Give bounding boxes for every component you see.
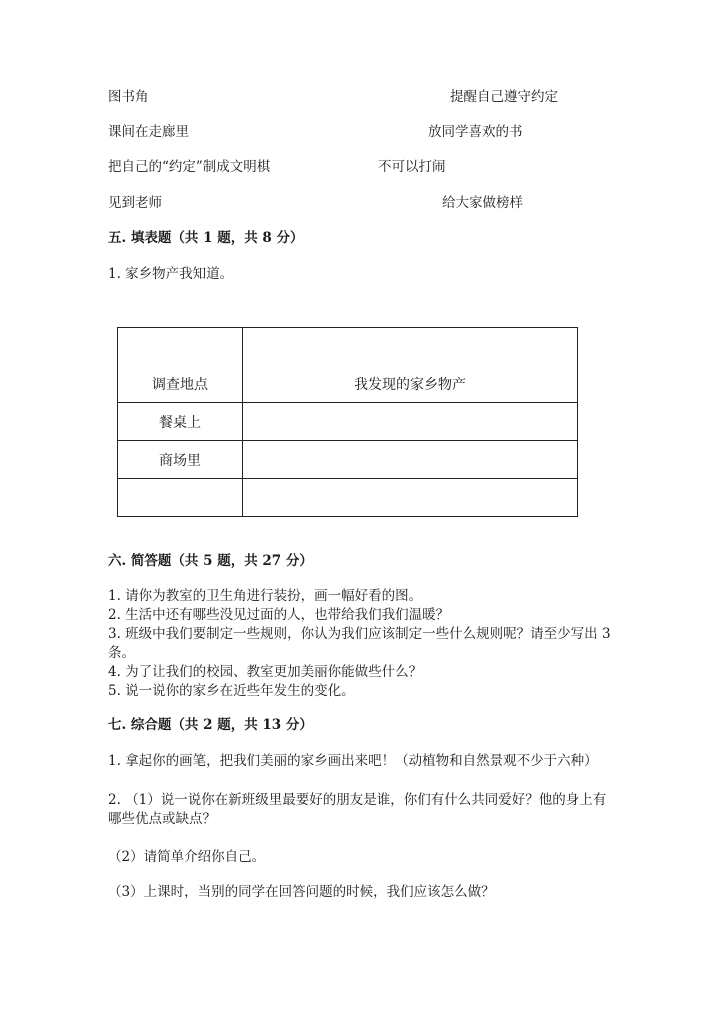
short-answer-question: 4. 为了让我们的校园、教室更加美丽你能做些什么？ bbox=[108, 664, 423, 680]
match-left-item: 图书角 bbox=[108, 89, 149, 105]
section5-title: 五. 填表题（共 1 题，共 8 分） bbox=[108, 230, 304, 246]
cell-location: 餐桌上 bbox=[118, 403, 243, 441]
comprehensive-question: （3）上课时，当别的同学在回答问题的时候，我们应该怎么做？ bbox=[108, 884, 495, 900]
header-products: 我发现的家乡物产 bbox=[243, 328, 578, 403]
short-answer-question: 1. 请你为教室的卫生角进行装扮，画一幅好看的图。 bbox=[108, 588, 423, 604]
comprehensive-question: （2）请简单介绍你自己。 bbox=[108, 849, 266, 865]
cell-products bbox=[243, 479, 578, 517]
table-row bbox=[118, 441, 578, 479]
section7-title: 七. 综合题（共 2 题，共 13 分） bbox=[108, 717, 313, 733]
survey-table bbox=[117, 327, 578, 517]
section6-title: 六. 简答题（共 5 题，共 27 分） bbox=[108, 553, 313, 569]
match-left-item: 课间在走廊里 bbox=[108, 124, 189, 140]
cell-location: 商场里 bbox=[118, 441, 243, 479]
match-right-item: 提醒自己遵守约定 bbox=[450, 89, 558, 105]
match-right-item: 不可以打闹 bbox=[378, 159, 446, 175]
table-row bbox=[118, 403, 578, 441]
comprehensive-question: 1. 拿起你的画笔，把我们美丽的家乡画出来吧！（动植物和自然景观不少于六种） bbox=[108, 753, 598, 769]
table-header-row bbox=[118, 328, 578, 403]
table-row bbox=[118, 479, 578, 517]
cell-location bbox=[118, 479, 243, 517]
comprehensive-question: 2. （1）说一说你在新班级里最要好的朋友是谁，你们有什么共同爱好？他的身上有哪些优点或缺点？ bbox=[108, 792, 607, 827]
cell-products bbox=[243, 403, 578, 441]
match-right-item: 给大家做榜样 bbox=[442, 195, 523, 211]
match-left-item: 把自己的“约定”制成文明棋 bbox=[108, 159, 271, 175]
short-answer-question: 3. 班级中我们要制定一些规则，你认为我们应该制定一些什么规则呢？请至少写出 3 条。 bbox=[108, 626, 611, 661]
header-location: 调查地点 bbox=[118, 328, 243, 403]
short-answer-question: 5. 说一说你的家乡在近些年发生的变化。 bbox=[108, 683, 355, 699]
match-left-item: 见到老师 bbox=[108, 195, 162, 211]
match-right-item: 放同学喜欢的书 bbox=[428, 124, 523, 140]
short-answer-question: 2. 生活中还有哪些没见过面的人，也带给我们我们温暖？ bbox=[108, 607, 450, 623]
cell-products bbox=[243, 441, 578, 479]
section5-question: 1. 家乡物产我知道。 bbox=[108, 266, 234, 282]
